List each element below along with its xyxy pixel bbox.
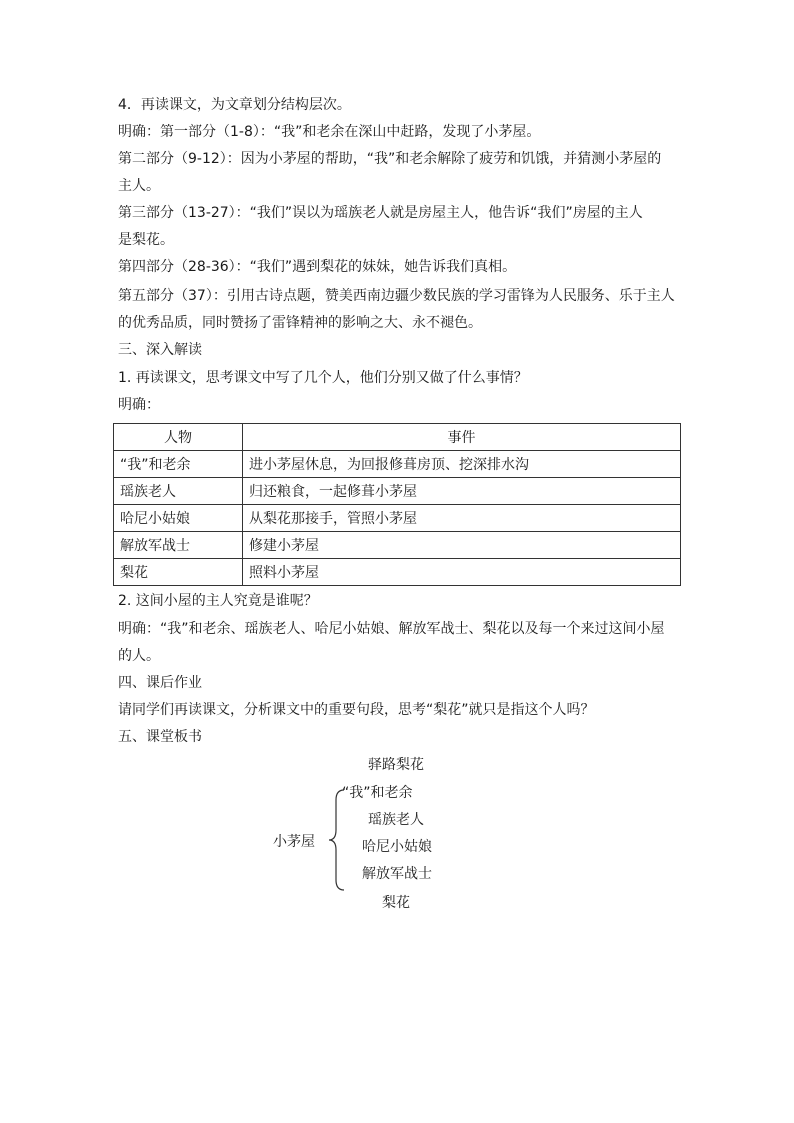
paragraph: 第四部分（28-36）：“我们”遇到梨花的妹妹，她告诉我们真相。 xyxy=(118,259,517,275)
table-cell: “我”和老余 xyxy=(114,451,243,478)
table-header: 事件 xyxy=(243,424,681,451)
question: 2. 这间小屋的主人究竟是谁呢？ xyxy=(118,593,318,609)
table-header: 人物 xyxy=(114,424,243,451)
section-heading: 三、深入解读 xyxy=(118,342,202,358)
board-bottom: 梨花 xyxy=(382,895,410,911)
board-center: 小茅屋 xyxy=(273,834,315,850)
section-heading: 四、课后作业 xyxy=(118,675,202,691)
roles-table xyxy=(113,423,681,586)
paragraph: 第五部分（37）：引用古诗点题，赞美西南边疆少数民族的学习雷锋为人民服务、乐于主人 xyxy=(118,288,675,304)
table-cell: 进小茅屋休息，为回报修葺房顶、挖深排水沟 xyxy=(243,451,681,478)
table-header-row xyxy=(114,424,681,451)
table-cell: 解放军战士 xyxy=(114,532,243,559)
brace-icon xyxy=(326,786,350,896)
paragraph: 第三部分（13-27）：“我们”误以为瑶族老人就是房屋主人，他告诉“我们”房屋的主人 xyxy=(118,205,643,221)
board-item: 解放军战士 xyxy=(362,866,432,882)
table-cell: 从梨花那接手，管照小茅屋 xyxy=(243,505,681,532)
paragraph: 主人。 xyxy=(118,178,160,194)
question: 1. 再读课文，思考课文中写了几个人，他们分别又做了什么事情？ xyxy=(118,370,528,386)
paragraph: 是梨花。 xyxy=(118,232,174,248)
table-cell: 归还粮食，一起修葺小茅屋 xyxy=(243,478,681,505)
section-heading: 五、课堂板书 xyxy=(118,729,202,745)
answer-label: 明确： xyxy=(118,397,160,413)
table-cell: 修建小茅屋 xyxy=(243,532,681,559)
paragraph: 明确：“我”和老余、瑶族老人、哈尼小姑娘、解放军战士、梨花以及每一个来过这间小屋 xyxy=(118,621,665,637)
paragraph: 的优秀品质，同时赞扬了雷锋精神的影响之大、永不褪色。 xyxy=(118,315,482,331)
table-cell: 哈尼小姑娘 xyxy=(114,505,243,532)
table-row xyxy=(114,559,681,586)
board-item: 哈尼小姑娘 xyxy=(362,839,432,855)
board-item: 瑶族老人 xyxy=(368,812,424,828)
table-row xyxy=(114,532,681,559)
board-item: “我”和老余 xyxy=(342,785,413,801)
table-row xyxy=(114,478,681,505)
paragraph: 明确：第一部分（1-8）：“我”和老余在深山中赶路，发现了小茅屋。 xyxy=(118,124,541,140)
table-cell: 瑶族老人 xyxy=(114,478,243,505)
paragraph: 的人。 xyxy=(118,648,160,664)
table-row xyxy=(114,505,681,532)
section-heading: 4．再读课文，为文章划分结构层次。 xyxy=(118,97,351,113)
paragraph: 请同学们再读课文，分析课文中的重要句段，思考“梨花”就只是指这个人吗？ xyxy=(118,702,595,718)
table-cell: 梨花 xyxy=(114,559,243,586)
table-row xyxy=(114,451,681,478)
table-cell: 照料小茅屋 xyxy=(243,559,681,586)
paragraph: 第二部分（9-12）：因为小茅屋的帮助，“我”和老余解除了疲劳和饥饿，并猜测小茅屋的 xyxy=(118,151,662,167)
board-title: 驿路梨花 xyxy=(368,757,424,773)
